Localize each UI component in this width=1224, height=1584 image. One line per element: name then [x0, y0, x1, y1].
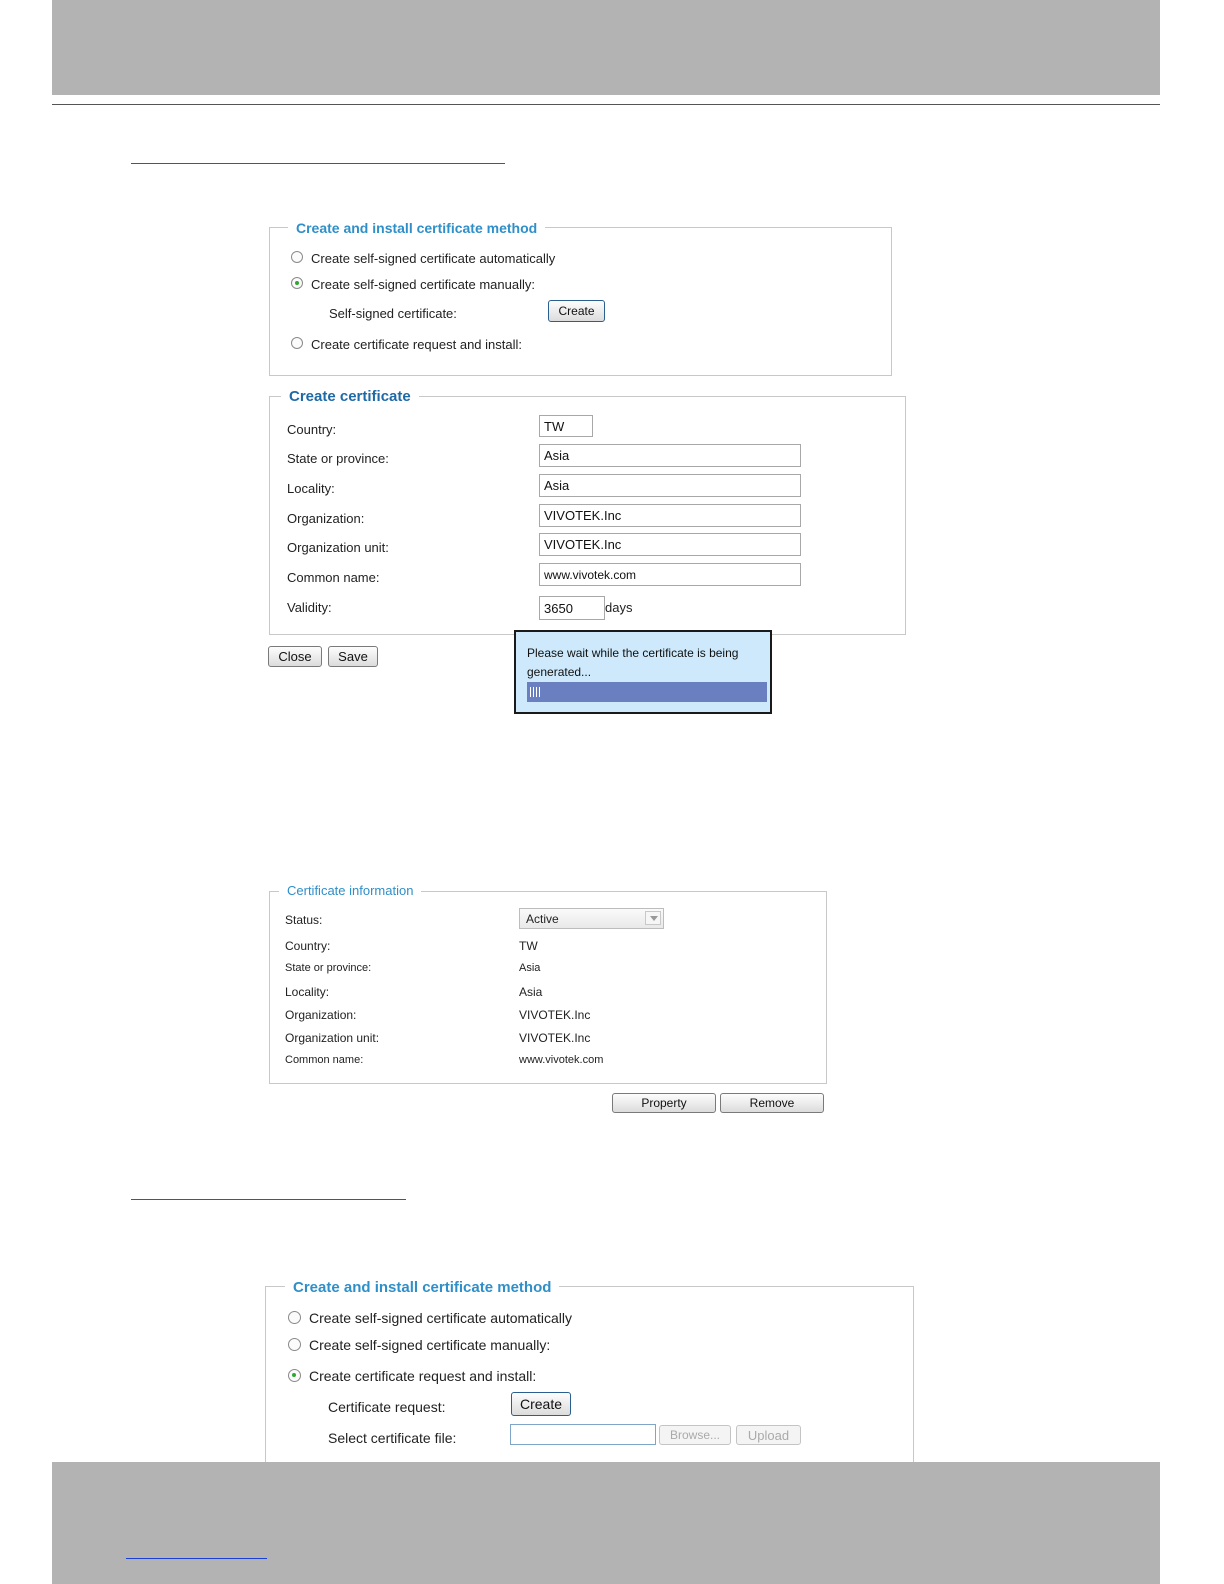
info-common-name-label: Common name: [285, 1054, 364, 1066]
info-organization-unit-value: VIVOTEK.Inc [519, 1031, 591, 1045]
property-button[interactable]: Property [612, 1093, 716, 1113]
info-country-label: Country: [285, 939, 331, 953]
header-rule [52, 104, 1160, 105]
remove-button[interactable]: Remove [720, 1093, 824, 1113]
radio-label-self-signed-manual-2: Create self-signed certificate manually: [309, 1337, 551, 1353]
create-request-button[interactable]: Create [511, 1392, 571, 1416]
organization-input[interactable]: VIVOTEK.Inc [539, 504, 801, 527]
progress-fill [530, 687, 542, 697]
state-label: State or province: [287, 451, 389, 466]
state-input[interactable]: Asia [539, 444, 801, 467]
organization-unit-label: Organization unit: [287, 540, 389, 555]
chevron-down-icon[interactable] [645, 911, 661, 925]
select-certificate-file-label: Select certificate file: [328, 1430, 457, 1446]
radio-request-install-1[interactable] [291, 337, 303, 349]
progress-bar [527, 682, 767, 702]
status-select-value: Active [526, 911, 559, 926]
certificate-file-input[interactable] [510, 1424, 656, 1445]
popup-message: Please wait while the certificate is being generated... [527, 646, 739, 679]
section-underline-2 [131, 1199, 406, 1200]
validity-label: Validity: [287, 600, 332, 615]
validity-input[interactable]: 3650 [539, 596, 605, 620]
close-button[interactable]: Close [268, 646, 322, 667]
radio-label-self-signed-auto-1: Create self-signed certificate automatically [311, 251, 556, 266]
radio-self-signed-manual-1[interactable] [291, 277, 303, 289]
create-self-signed-button[interactable]: Create [548, 300, 605, 322]
section-underline-1 [131, 163, 505, 164]
radio-request-install-2[interactable] [288, 1369, 301, 1382]
info-locality-label: Locality: [285, 985, 330, 999]
status-select[interactable] [519, 908, 664, 929]
radio-label-self-signed-auto-2: Create self-signed certificate automatically [309, 1310, 573, 1326]
radio-label-request-install-1: Create certificate request and install: [311, 337, 522, 352]
footer-band [52, 1462, 1160, 1584]
country-input[interactable]: TW [539, 415, 593, 437]
method-legend-1: Create and install certificate method [288, 220, 545, 236]
save-button[interactable]: Save [328, 646, 378, 667]
info-state-label: State or province: [285, 962, 372, 974]
browse-button[interactable]: Browse... [659, 1425, 731, 1445]
footer-link-underline [126, 1558, 267, 1559]
radio-self-signed-manual-2[interactable] [288, 1338, 301, 1351]
info-organization-unit-label: Organization unit: [285, 1031, 380, 1045]
status-label: Status: [285, 913, 323, 927]
info-locality-value: Asia [519, 985, 543, 999]
generating-certificate-popup [514, 630, 772, 714]
certificate-information-legend: Certificate information [279, 883, 421, 898]
radio-self-signed-auto-1[interactable] [291, 251, 303, 263]
certificate-request-label: Certificate request: [328, 1399, 446, 1415]
country-label: Country: [287, 422, 337, 437]
method-legend-2: Create and install certificate method [285, 1279, 559, 1296]
info-organization-value: VIVOTEK.Inc [519, 1008, 591, 1022]
info-state-value: Asia [519, 962, 541, 974]
radio-self-signed-auto-2[interactable] [288, 1311, 301, 1324]
radio-label-request-install-2: Create certificate request and install: [309, 1368, 537, 1384]
common-name-label: Common name: [287, 570, 380, 585]
info-country-value: TW [519, 939, 538, 953]
locality-label: Locality: [287, 481, 335, 496]
locality-input[interactable]: Asia [539, 474, 801, 497]
organization-unit-input[interactable]: VIVOTEK.Inc [539, 533, 801, 556]
validity-unit: days [605, 600, 633, 615]
header-band [52, 0, 1160, 95]
info-organization-label: Organization: [285, 1008, 357, 1022]
common-name-input[interactable]: www.vivotek.com [539, 563, 801, 586]
organization-label: Organization: [287, 511, 365, 526]
info-common-name-value: www.vivotek.com [519, 1054, 604, 1066]
create-certificate-legend: Create certificate [281, 388, 419, 405]
upload-button[interactable]: Upload [736, 1425, 801, 1445]
radio-label-self-signed-manual-1: Create self-signed certificate manually: [311, 277, 535, 292]
self-signed-certificate-label: Self-signed certificate: [329, 306, 457, 321]
